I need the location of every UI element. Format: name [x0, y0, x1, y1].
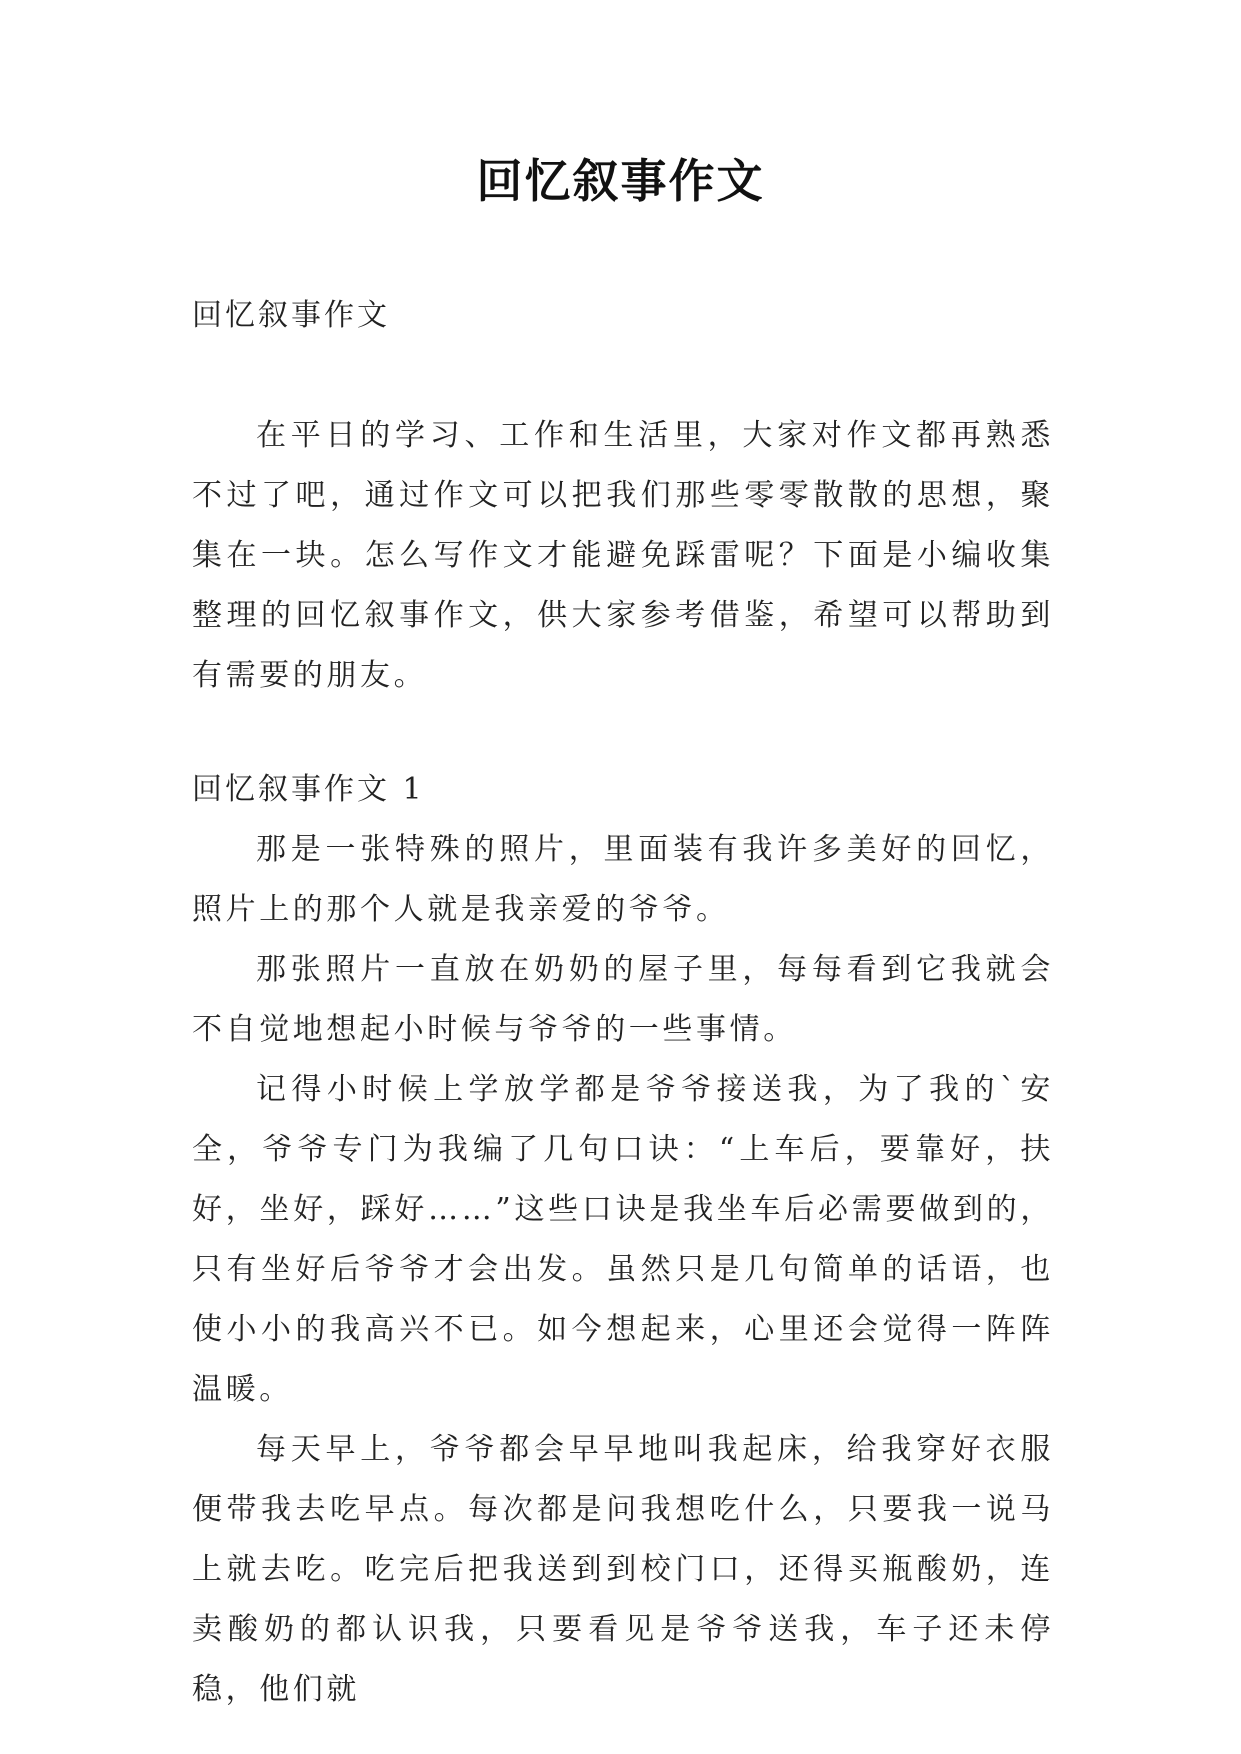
document-title: 回忆叙事作文: [476, 154, 765, 208]
section-heading: 回忆叙事作文 1: [192, 772, 425, 807]
intro-paragraph: 在平日的学习、工作和生活里，大家对作文都再熟悉不过了吧，通过作文可以把我们那些零零散散的思想，聚集在一块。怎么写作文才能避免踩雷呢？下面是小编收集整理的回忆叙事作文，供大家参考借鉴，希望可以帮助到有需要的朋友。: [192, 418, 1054, 693]
body-paragraph: 每天早上，爷爷都会早早地叫我起床，给我穿好衣服便带我去吃早点。每次都是问我想吃什么，只要我一说马上就去吃。吃完后把我送到到校门口，还得买瓶酸奶，连卖酸奶的都认识我，只要看见是爷爷送我，车子还未停稳，他们就: [192, 1432, 1054, 1707]
body-paragraph: 那张照片一直放在奶奶的屋子里，每每看到它我就会不自觉地想起小时候与爷爷的一些事情。: [192, 952, 1054, 1047]
spacer: [192, 706, 1054, 760]
spacer: [192, 346, 1054, 406]
body-paragraph: 记得小时候上学放学都是爷爷接送我，为了我的`安全，爷爷专门为我编了几句口诀：“上车后，要靠好，扶好，坐好，踩好……”这些口诀是我坐车后必需要做到的，只有坐好后爷爷才会出发。虽然只是几句简单的话语，也使小小的我高兴不已。如今想起来，心里还会觉得一阵阵温暖。: [192, 1072, 1054, 1407]
body-paragraph: 那是一张特殊的照片，里面装有我许多美好的回忆，照片上的那个人就是我亲爱的爷爷。: [192, 832, 1054, 927]
document-subtitle: 回忆叙事作文: [192, 298, 390, 333]
document-body: [192, 286, 1054, 1720]
